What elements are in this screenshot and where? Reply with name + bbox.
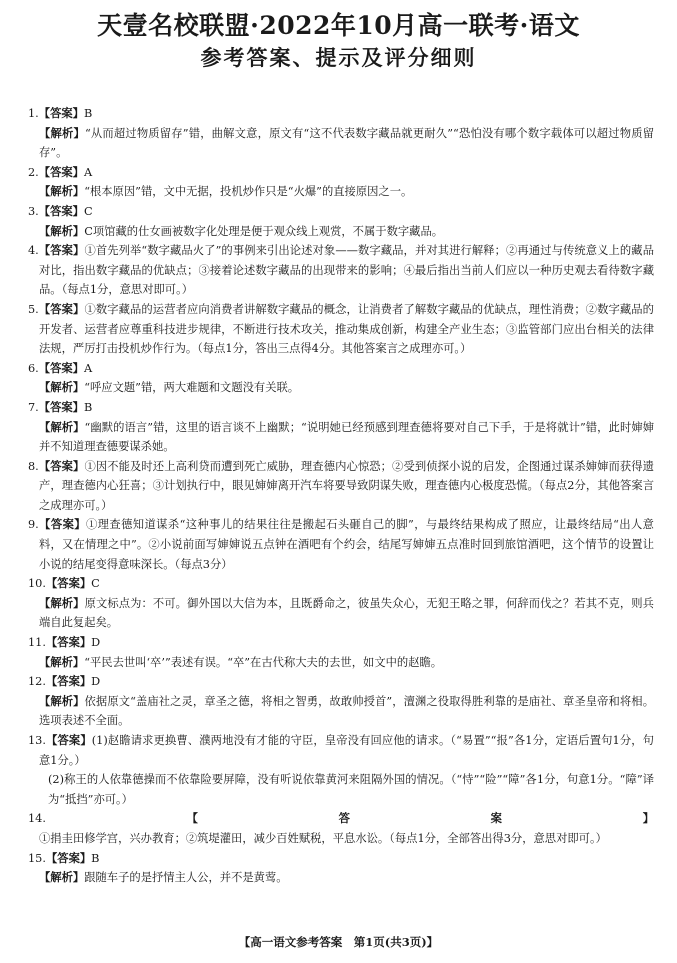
analysis-tag: 【解析】 xyxy=(39,125,85,140)
analysis-line xyxy=(28,182,654,202)
analysis-line xyxy=(28,418,654,457)
answer-line xyxy=(28,241,654,300)
answer-text: B xyxy=(83,400,93,414)
answer-text: A xyxy=(83,165,93,179)
analysis-text: “幽默的语言”错，这里的语言谈不上幽默；“说明她已经预感到理查德将要对自己下手，于是将就计”错，此时婶婶并不知道理查德要谋杀她。 xyxy=(39,420,654,454)
answer-line xyxy=(28,672,654,692)
analysis-text: “平民去世叫‘卒’”表述有误。“卒”在古代称大夫的去世，如文中的赵瞻。 xyxy=(84,655,443,669)
answer-text: D xyxy=(91,636,101,650)
answer-text: ①理查德知道谋杀“这种事儿的结果往往是搬起石头砸自己的脚”，与最终结果构成了照应，让最终结局“出人意料，又在情理之中”。②小说前面写婶婶说五点钟在酒吧有个约会，结尾写婶婶五点准时回到旅馆酒吧，这个情节的设置让小说的结尾变得意味深长。（每点3分） xyxy=(39,518,654,571)
answer-line xyxy=(28,633,654,653)
analysis-text: 依据原文“盖庙社之灵，章圣之德，将相之智勇，故敢帅授首”，澶渊之役取得胜利靠的是庙社、章圣皇帝和将相。选项表述不全面。 xyxy=(39,694,654,728)
answer-tag: 【答案】 xyxy=(45,576,92,591)
answer-tag: 【答案】 xyxy=(45,811,654,826)
answer-tag: 【答案】 xyxy=(38,399,84,414)
answer-text: ①捐圭田修学宫，兴办教育；②筑堤灌田，减少百姓赋税，平息水讼。（每点1分，全部答出得3分，意思对即可。） xyxy=(39,831,607,845)
analysis-text: 原文标点为：不可。御外国以大信为本，且既爵命之，彼虽失众心，无犯王略之罪，何辞而伐之？若其不克，则兵端自此复起矣。 xyxy=(39,596,654,630)
question-number: 6. xyxy=(28,361,39,375)
question-block xyxy=(28,104,654,163)
answer-line xyxy=(28,574,654,594)
analysis-tag: 【解析】 xyxy=(39,380,85,395)
answer-tag: 【答案】 xyxy=(38,360,84,375)
answers-list xyxy=(28,104,654,888)
question-block xyxy=(28,398,654,457)
question-number: 1. xyxy=(28,107,39,120)
question-number: 3. xyxy=(28,204,39,218)
question-number: 4. xyxy=(28,244,39,258)
analysis-line xyxy=(28,378,654,398)
analysis-line xyxy=(28,124,654,163)
answer-line xyxy=(28,809,654,848)
answer-text: ①首先列举“数字藏品火了”的事例来引出论述对象——数字藏品，并对其进行解释；②再通过与传统意义上的藏品对比，指出数字藏品的优缺点；③接着论述数字藏品的出现带来的影响；④最后指出当前人们应以一种历史观去看待数字藏品。（每点1分，意思对即可。） xyxy=(39,244,654,297)
answer-tag: 【答案】 xyxy=(45,733,92,747)
answer-tag: 【答案】 xyxy=(38,203,84,218)
question-block xyxy=(28,457,654,516)
question-block xyxy=(28,633,654,672)
answer-tag: 【答案】 xyxy=(38,458,85,473)
analysis-tag: 【解析】 xyxy=(39,870,85,885)
analysis-text: “根本原因”错，文中无据，投机炒作只是“火爆”的直接原因之一。 xyxy=(84,185,413,199)
question-block xyxy=(28,300,654,359)
answer-line xyxy=(28,457,654,516)
answer-continuation xyxy=(28,770,654,809)
answer-line xyxy=(28,849,654,869)
page-title: 天壹名校联盟·2022年10月高一联考·语文 xyxy=(97,11,580,40)
question-block xyxy=(28,672,654,731)
page-footer: 【高一语文参考答案 第1页(共3页)】 xyxy=(238,935,439,949)
answer-text: B xyxy=(83,107,93,120)
answer-extra-text: (2)称王的人依靠德操而不依靠险要屏障，没有听说依靠黄河来阻隔外国的情况。（“恃”“险”“障”各1分，句意1分。“障”译为“抵挡”亦可。） xyxy=(48,773,654,806)
answer-tag: 【答案】 xyxy=(38,517,86,532)
answer-tag: 【答案】 xyxy=(38,301,85,316)
analysis-tag: 【解析】 xyxy=(39,693,85,708)
answer-tag: 【答案】 xyxy=(45,850,92,865)
question-number: 11. xyxy=(28,636,46,650)
answer-text: D xyxy=(91,675,101,689)
question-number: 15. xyxy=(28,851,46,865)
question-number: 7. xyxy=(28,400,39,414)
answer-tag: 【答案】 xyxy=(38,243,85,258)
answer-text: ①数字藏品的运营者应向消费者讲解数字藏品的概念，让消费者了解数字藏品的优缺点，理性消费；②数字藏品的开发者、运营者应尊重科技进步规律，不断进行技术攻关，推动集成创新，构建全产业生态；③监管部门应出台相关的法律法规，严厉打击投机炒作行为。（每点1分，答出三点得4分。其他答案言之成理亦可。） xyxy=(39,302,654,356)
answer-line xyxy=(28,515,654,574)
answer-line xyxy=(28,104,654,124)
question-block xyxy=(28,202,654,241)
analysis-line xyxy=(28,692,654,731)
question-block xyxy=(28,731,654,809)
question-block xyxy=(28,849,654,888)
question-number: 5. xyxy=(28,302,39,316)
analysis-line xyxy=(28,222,654,242)
analysis-text: “呼应文题”错，两大难题和文题没有关联。 xyxy=(84,381,300,395)
answer-line xyxy=(28,163,654,183)
question-block xyxy=(28,574,654,633)
answer-line xyxy=(28,359,654,379)
question-number: 2. xyxy=(28,165,39,179)
analysis-line xyxy=(28,594,654,633)
question-number: 14. xyxy=(28,812,46,826)
answer-text: C xyxy=(83,204,93,218)
answer-text: ①因不能及时还上高利贷而遭到死亡威胁，理查德内心惊恐；②受到侦探小说的启发，企图通过谋杀婶婶而获得遗产，理查德内心狂喜；③计划执行中，眼见婶婶离开汽车将要导致阴谋失败，理查德内心极度恐慌。（每点2分，其他答案言之成理亦可。） xyxy=(39,459,654,512)
analysis-line xyxy=(28,653,654,673)
answer-line xyxy=(28,398,654,418)
answer-tag: 【答案】 xyxy=(45,674,92,689)
question-number: 12. xyxy=(28,675,46,689)
question-number: 10. xyxy=(28,577,46,591)
page-subtitle: 参考答案、提示及评分细则 xyxy=(200,45,477,70)
question-block xyxy=(28,163,654,202)
answer-tag: 【答案】 xyxy=(38,106,84,120)
question-number: 9. xyxy=(28,518,39,532)
answer-line xyxy=(28,731,654,770)
question-block xyxy=(28,515,654,574)
analysis-tag: 【解析】 xyxy=(39,654,85,669)
answer-tag: 【答案】 xyxy=(38,164,84,179)
question-number: 13. xyxy=(28,734,46,747)
answer-text: (1)赵瞻请求更换曹、濮两地没有才能的守臣，皇帝没有回应他的请求。（“易置”“报”各1分，定语后置句1分，句意1分。） xyxy=(39,734,654,767)
analysis-text: 跟随车子的是抒情主人公，并不是黄莺。 xyxy=(84,871,288,885)
answer-line xyxy=(28,300,654,359)
answer-line xyxy=(28,202,654,222)
analysis-tag: 【解析】 xyxy=(39,184,85,199)
question-block xyxy=(28,809,654,848)
analysis-tag: 【解析】 xyxy=(39,419,85,434)
answer-text: C xyxy=(91,577,100,591)
answer-text: B xyxy=(91,851,100,865)
analysis-tag: 【解析】 xyxy=(39,595,85,610)
analysis-text: C项馆藏的仕女画被数字化处理是便于观众线上观赏，不属于数字藏品。 xyxy=(84,224,444,238)
question-block xyxy=(28,359,654,398)
analysis-text: “从而超过物质留存”错，曲解文意，原文有“这不代表数字藏品就更耐久”“恐怕没有哪个数字载体可以超过物质留存”。 xyxy=(39,126,654,160)
answer-text: A xyxy=(83,361,93,375)
answer-tag: 【答案】 xyxy=(45,635,92,650)
question-block xyxy=(28,241,654,300)
analysis-tag: 【解析】 xyxy=(39,223,85,238)
question-number: 8. xyxy=(28,459,39,473)
analysis-line xyxy=(28,868,654,888)
